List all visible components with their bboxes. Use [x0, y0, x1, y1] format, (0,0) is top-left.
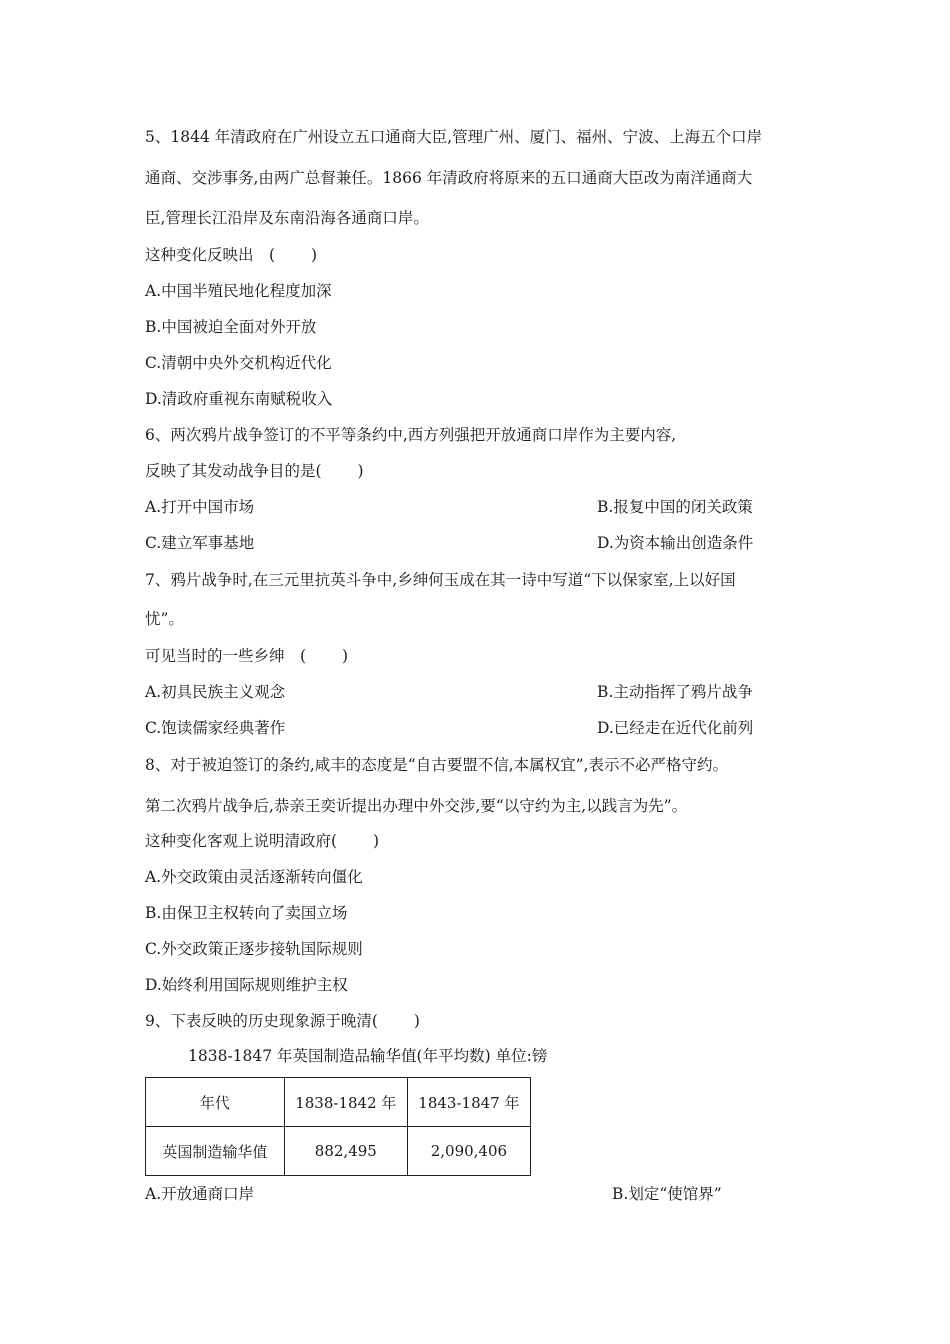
q9-option-b: B.划定“使馆界” [612, 1185, 722, 1203]
table-cell: 882,495 [284, 1127, 407, 1176]
q7-option-a: A.初具民族主义观念 [145, 683, 286, 701]
q5-line-2: 通商、交涉事务,由两广总督兼任。1866 年清政府将原来的五口通商大臣改为南洋通商大 [145, 169, 753, 187]
q7-stem: 可见当时的一些乡绅 ( ) [145, 647, 349, 665]
q6-stem: 反映了其发动战争目的是( ) [145, 462, 364, 480]
q5-option-c: C.清朝中央外交机构近代化 [145, 354, 332, 372]
q5-line-3: 臣,管理长江沿岸及东南沿海各通商口岸。 [145, 209, 429, 227]
q5-option-a: A.中国半殖民地化程度加深 [145, 282, 332, 300]
q8-line-2: 第二次鸦片战争后,恭亲王奕䜣提出办理中外交涉,要“以守约为主,以践言为先”。 [145, 797, 688, 815]
q7-line-1: 7、鸦片战争时,在三元里抗英斗争中,乡绅何玉成在其一诗中写道“下以保家室,上以好国 [145, 571, 736, 589]
q9-option-a: A.开放通商口岸 [145, 1185, 255, 1203]
table-cell: 英国制造输华值 [146, 1127, 285, 1176]
table-row [146, 1127, 531, 1176]
q5-line-1: 5、1844 年清政府在广州设立五口通商大臣,管理广州、厦门、福州、宁波、上海五个口岸 [145, 128, 763, 146]
q8-stem: 这种变化客观上说明清政府( ) [145, 832, 380, 850]
table-caption: 1838-1847 年英国制造品输华值(年平均数) 单位:镑 [188, 1047, 548, 1065]
table-cell: 2,090,406 [407, 1127, 530, 1176]
q5-option-d: D.清政府重视东南赋税收入 [145, 390, 333, 408]
q8-line-1: 8、对于被迫签订的条约,咸丰的态度是“自古要盟不信,本属权宜”,表示不必严格守约。 [145, 756, 728, 774]
q9-stem: 9、下表反映的历史现象源于晚清( ) [145, 1012, 420, 1030]
q7-line-2: 忧”。 [145, 610, 184, 628]
q6-option-b: B.报复中国的闭关政策 [597, 498, 753, 516]
table-header-cell: 1838-1842 年 [284, 1078, 407, 1127]
q6-line-1: 6、两次鸦片战争签订的不平等条约中,西方列强把开放通商口岸作为主要内容, [145, 426, 677, 444]
table-header-row [146, 1078, 531, 1127]
q7-option-d: D.已经走在近代化前列 [597, 719, 754, 737]
table-header-cell: 年代 [146, 1078, 285, 1127]
table-header-cell: 1843-1847 年 [407, 1078, 530, 1127]
export-value-table [145, 1077, 531, 1176]
q7-option-b: B.主动指挥了鸦片战争 [597, 683, 753, 701]
q8-option-a: A.外交政策由灵活逐渐转向僵化 [145, 868, 363, 886]
q6-option-c: C.建立军事基地 [145, 534, 255, 552]
q5-option-b: B.中国被迫全面对外开放 [145, 318, 317, 336]
q6-option-a: A.打开中国市场 [145, 498, 255, 516]
q7-option-c: C.饱读儒家经典著作 [145, 719, 286, 737]
q8-option-b: B.由保卫主权转向了卖国立场 [145, 904, 348, 922]
q6-option-d: D.为资本输出创造条件 [597, 534, 754, 552]
q5-stem: 这种变化反映出 ( ) [145, 246, 318, 264]
q8-option-d: D.始终利用国际规则维护主权 [145, 976, 348, 994]
q8-option-c: C.外交政策正逐步接轨国际规则 [145, 940, 363, 958]
